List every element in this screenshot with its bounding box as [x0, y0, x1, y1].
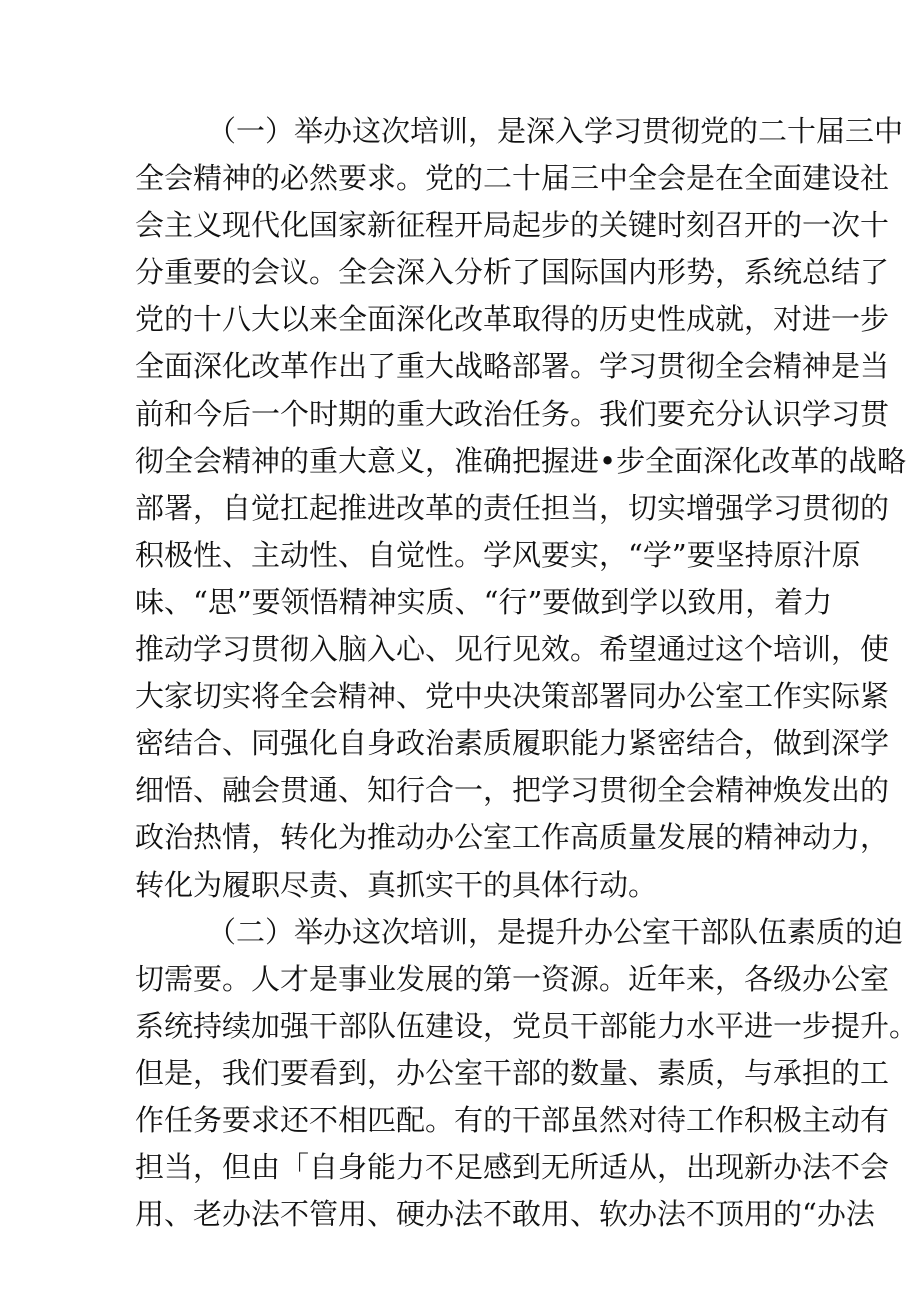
paragraph-1-line-8: 彻全会精神的重大意义，准确把握进•步全面深化改革的战略	[135, 443, 907, 478]
paragraph-1-line-9: 部署，自觉扛起推进改革的责任担当，切实增强学习贯彻的	[135, 490, 890, 525]
paragraph-2-line-4: 但是，我们要看到，办公室干部的数量、素质，与承担的工	[135, 1055, 890, 1090]
paragraph-1-line-3: 会主义现代化国家新征程开局起步的关键时刻召开的一次十	[135, 208, 890, 243]
paragraph-1-line-15: 细悟、融会贯通、知行合一，把学习贯彻全会精神焕发出的	[135, 773, 890, 808]
paragraph-1-line-6: 全面深化改革作出了重大战略部署。学习贯彻全会精神是当	[135, 349, 890, 384]
paragraph-1-line-11: 味、“思”要领悟精神实质、“行”要做到学以致用，着力	[135, 584, 833, 619]
paragraph-1-line-17: 转化为履职尽责、真抓实干的具体行动。	[135, 867, 658, 902]
paragraph-2-line-5: 作任务要求还不相匹配。有的干部虽然对待工作积极主动有	[135, 1102, 890, 1137]
paragraph-2-line-2: 切需要。人才是事业发展的第一资源。近年来，各级办公室	[135, 961, 890, 996]
paragraph-1-line-16: 政治热情，转化为推动办公室工作高质量发展的精神动力，	[135, 820, 890, 855]
body-text	[135, 108, 919, 1238]
paragraph-1-line-7: 前和今后一个时期的重大政治任务。我们要充分认识学习贯	[135, 396, 890, 431]
paragraph-1-line-12: 推动学习贯彻入脑入心、见行见效。希望通过这个培训，使	[135, 632, 890, 667]
paragraph-2-line-3: 系统持续加强干部队伍建设，党员干部能力水平进一步提升。	[135, 1008, 919, 1043]
paragraph-1-line-5: 党的十八大以来全面深化改革取得的历史性成就，对进一步	[135, 302, 890, 337]
paragraph-1-line-13: 大家切实将全会精神、党中央决策部署同办公室工作实际紧	[135, 679, 890, 714]
paragraph-2-line-6: 担当，但由「自身能力不足感到无所适从，出现新办法不会	[135, 1150, 890, 1185]
paragraph-1-line-14: 密结合、同强化自身政治素质履职能力紧密结合，做到深学	[135, 726, 890, 761]
paragraph-2-line-1: （二）举办这次培训，是提升办公室干部队伍素质的迫	[207, 914, 904, 949]
paragraph-1-line-10: 积极性、主动性、自觉性。学风要实，“学”要坚持原汁原	[135, 537, 861, 572]
paragraph-1-line-2: 全会精神的必然要求。党的二十届三中全会是在全面建设社	[135, 161, 890, 196]
paragraph-1-line-4: 分重要的会议。全会深入分析了国际国内形势，系统总结了	[135, 255, 890, 290]
paragraph-1-line-1: （一）举办这次培训，是深入学习贯彻党的二十届三中	[207, 114, 904, 148]
paragraph-2-line-7: 用、老办法不管用、硬办法不敢用、软办法不顶用的“办法	[135, 1197, 875, 1232]
